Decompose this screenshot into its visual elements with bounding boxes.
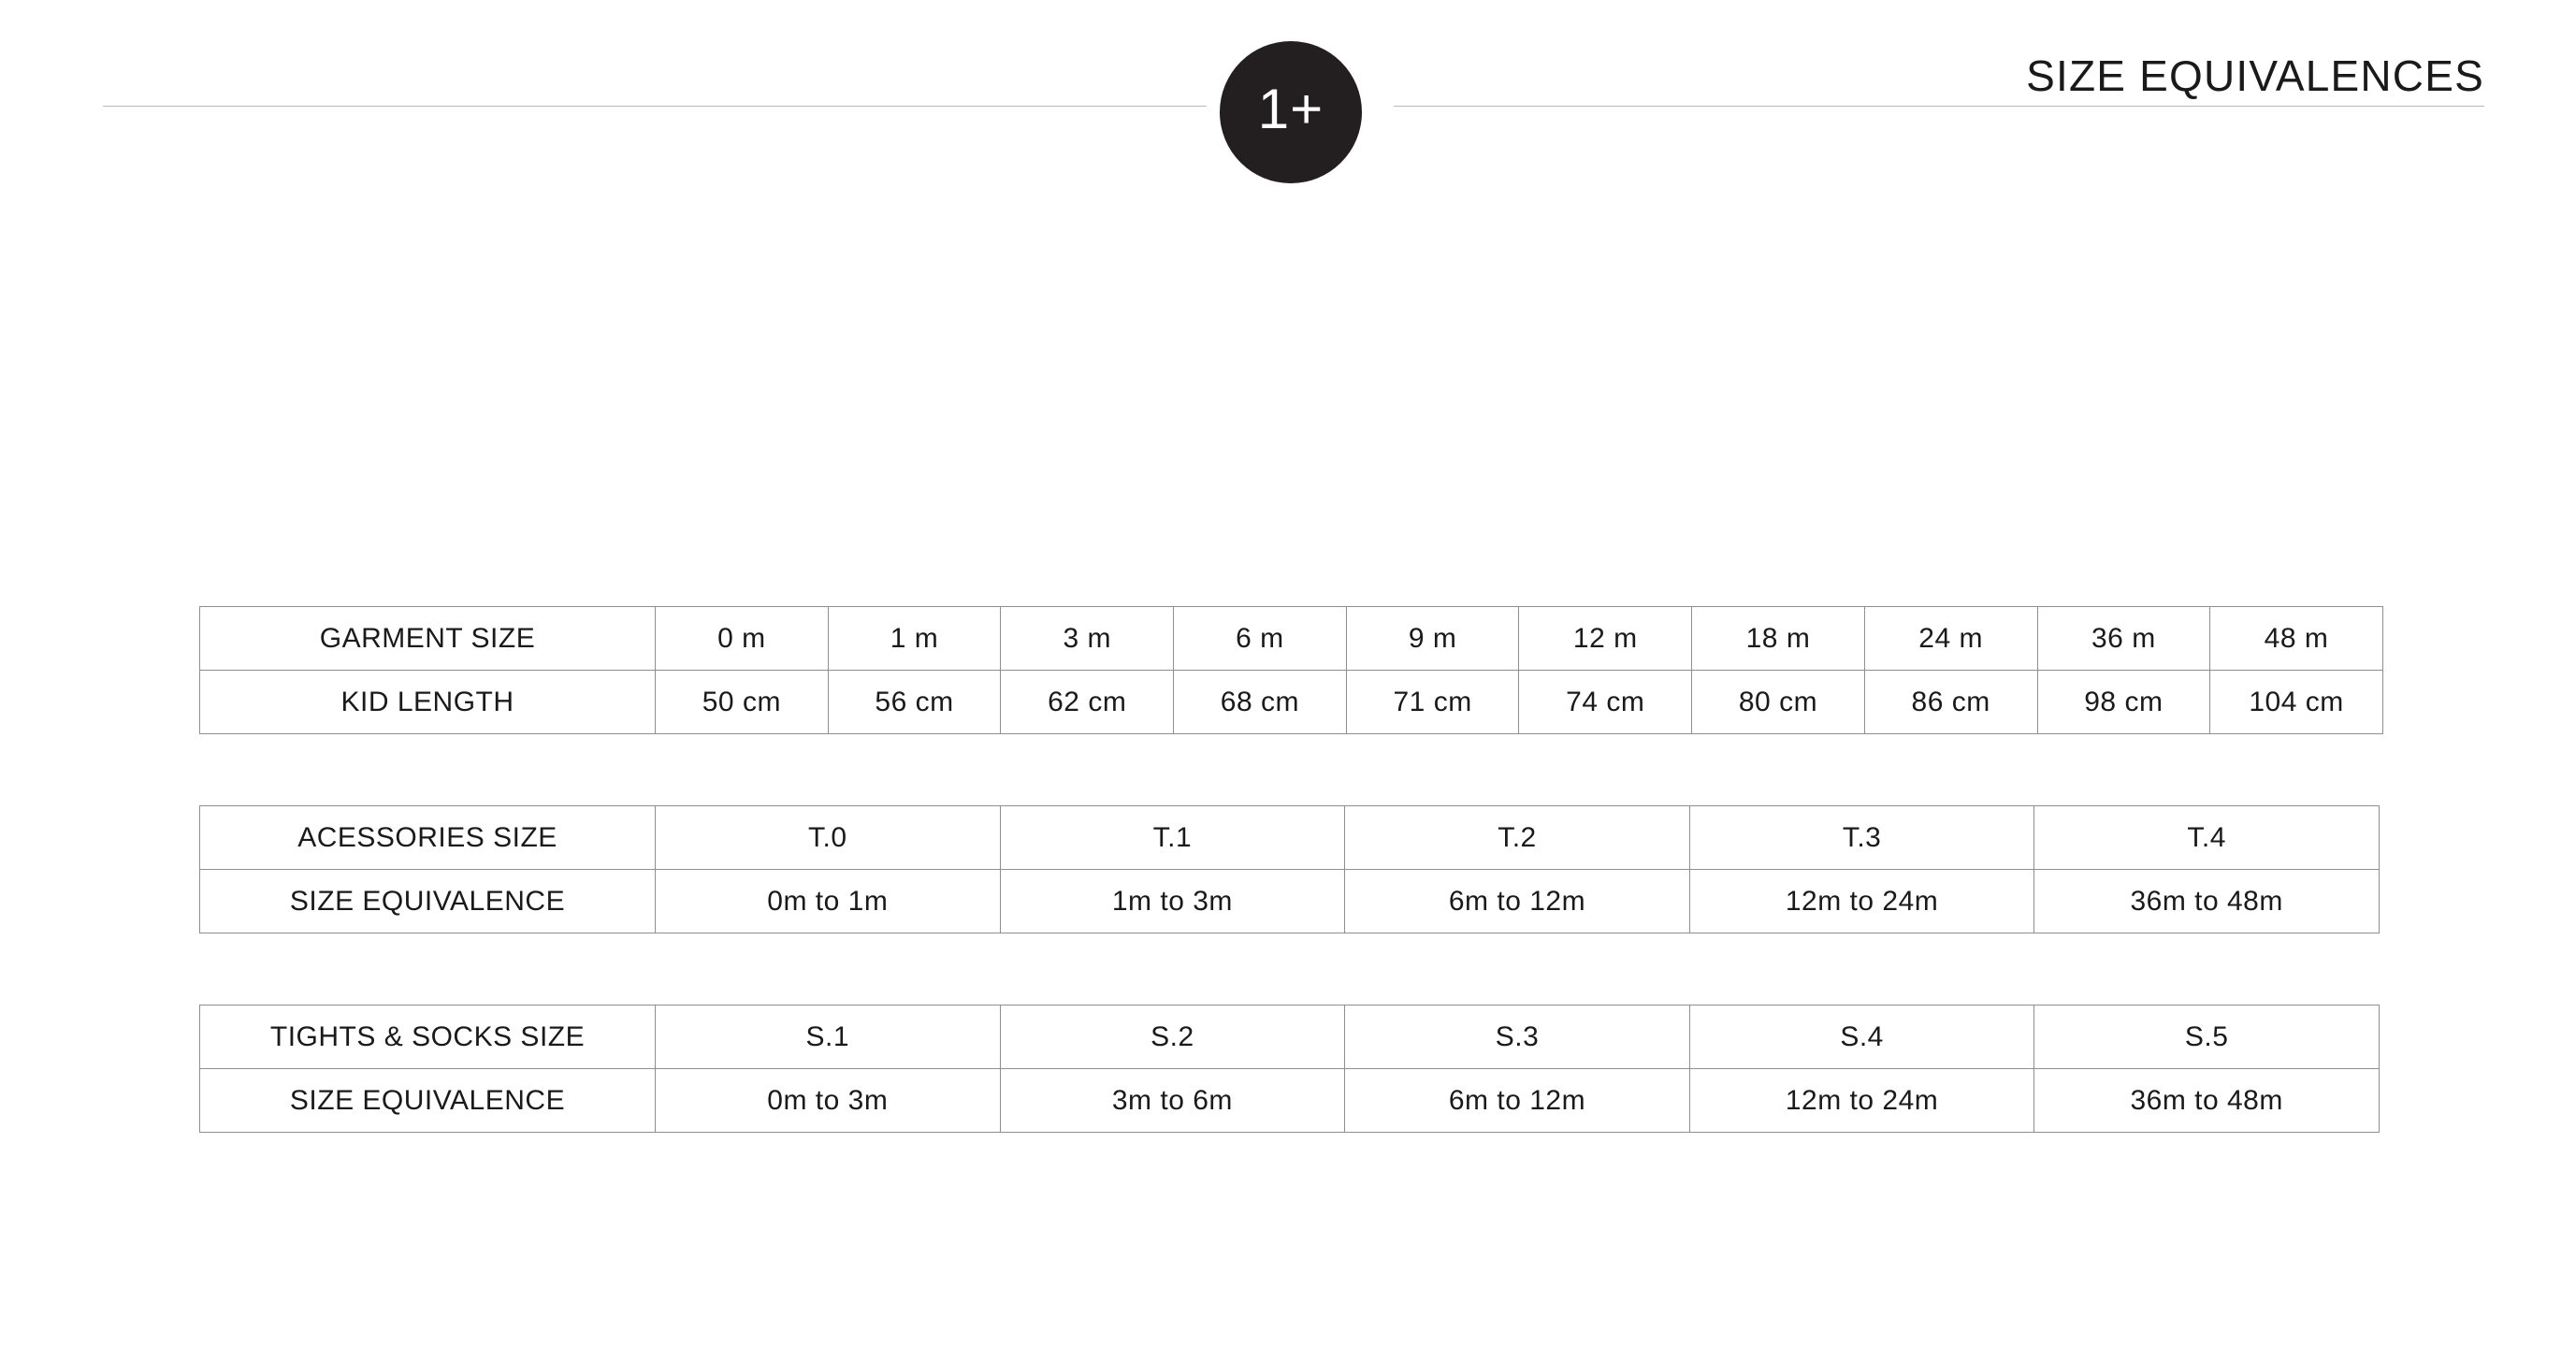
table-row (200, 870, 2380, 933)
table-cell: 0m to 1m (656, 870, 1001, 933)
table-cell: S.3 (1345, 1006, 1690, 1069)
table-cell: T.2 (1345, 806, 1690, 870)
table-spacer (199, 734, 2379, 805)
row-label: GARMENT SIZE (200, 607, 656, 671)
page-header (0, 0, 2576, 187)
table-cell: 24 m (1864, 607, 2037, 671)
table-cell: S.1 (656, 1006, 1001, 1069)
table-cell: S.4 (1689, 1006, 2034, 1069)
size-tables (199, 606, 2379, 1133)
table-row (200, 1069, 2380, 1133)
table-cell: 36m to 48m (2034, 1069, 2380, 1133)
table-cell: T.3 (1689, 806, 2034, 870)
header-rule-right (1394, 106, 2484, 107)
table-cell: 12m to 24m (1689, 870, 2034, 933)
table-cell: 12m to 24m (1689, 1069, 2034, 1133)
table-cell: 71 cm (1346, 671, 1519, 734)
table-cell: S.2 (1000, 1006, 1345, 1069)
header-rule-left (103, 106, 1207, 107)
table-cell: 6 m (1174, 607, 1347, 671)
table-cell: 36m to 48m (2034, 870, 2380, 933)
table-cell: 1m to 3m (1000, 870, 1345, 933)
table-cell: 36 m (2037, 607, 2210, 671)
table-row (200, 1006, 2380, 1069)
garment-size-table (199, 606, 2383, 734)
table-cell: 3 m (1001, 607, 1174, 671)
table-cell: 6m to 12m (1345, 870, 1690, 933)
table-cell: 68 cm (1174, 671, 1347, 734)
table-cell: 1 m (828, 607, 1001, 671)
row-label: SIZE EQUIVALENCE (200, 1069, 656, 1133)
table-cell: 104 cm (2210, 671, 2383, 734)
table-row (200, 607, 2383, 671)
table-cell: 6m to 12m (1345, 1069, 1690, 1133)
table-cell: 62 cm (1001, 671, 1174, 734)
table-cell: S.5 (2034, 1006, 2380, 1069)
table-cell: 0m to 3m (656, 1069, 1001, 1133)
row-label: TIGHTS & SOCKS SIZE (200, 1006, 656, 1069)
accessories-size-table (199, 805, 2380, 933)
brand-logo: 1+ (1220, 41, 1362, 183)
row-label: SIZE EQUIVALENCE (200, 870, 656, 933)
table-spacer (199, 933, 2379, 1005)
table-cell: 48 m (2210, 607, 2383, 671)
table-row (200, 806, 2380, 870)
row-label: ACESSORIES SIZE (200, 806, 656, 870)
table-cell: 0 m (656, 607, 829, 671)
table-cell: T.4 (2034, 806, 2380, 870)
table-cell: T.1 (1000, 806, 1345, 870)
tights-socks-size-table (199, 1005, 2380, 1133)
table-cell: 18 m (1692, 607, 1865, 671)
table-cell: 56 cm (828, 671, 1001, 734)
table-cell: 12 m (1519, 607, 1692, 671)
table-row (200, 671, 2383, 734)
table-cell: 80 cm (1692, 671, 1865, 734)
page-title: SIZE EQUIVALENCES (2026, 51, 2484, 100)
table-cell: 3m to 6m (1000, 1069, 1345, 1133)
row-label: KID LENGTH (200, 671, 656, 734)
table-cell: 86 cm (1864, 671, 2037, 734)
table-cell: 74 cm (1519, 671, 1692, 734)
table-cell: T.0 (656, 806, 1001, 870)
table-cell: 50 cm (656, 671, 829, 734)
table-cell: 98 cm (2037, 671, 2210, 734)
table-cell: 9 m (1346, 607, 1519, 671)
